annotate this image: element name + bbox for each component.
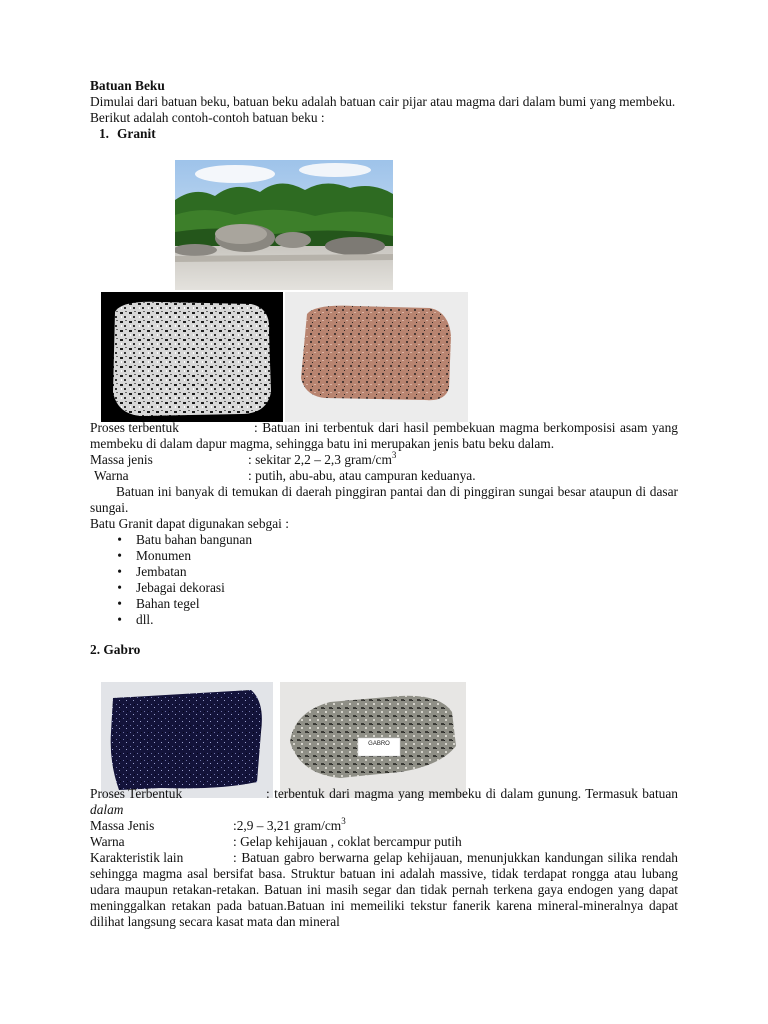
gabro-karakteristik [90,850,678,930]
gabro-title: 2. Gabro [90,642,141,657]
list-item: • Jembatan [117,564,187,579]
granit-warna-text: : putih, abu-abu, atau campuran keduanya. [248,468,476,483]
gabro-proses-label: Proses Terbentuk [90,786,183,801]
list-item: • dll. [117,612,154,627]
gabro-karakter-text: : Batuan gabro berwarna gelap kehijauan, menunjukkan kandungan silika rendah sehingga magma asal bersifat basa. Struktur batuan ini adalah massive, tidak terdapat rongga atau lubang udara maupun retakan-retakan. Batuan ini masih segar dan tidak pernah terkena gaya endogen yang dapat meninggalkan retakan pada batuan.Batuan ini memeiliki tekstur fanerik karena mineral-mineralnya dapat dilihat langsung secara kasat mata dan mineral [90,850,678,929]
examples-intro: Berikut adalah contoh-contoh batuan beku : [90,110,325,125]
granit-warna [90,468,678,484]
list-item: • Monumen [117,548,192,563]
gabro-warna-label: Warna [90,834,125,849]
list-item: • Batu bahan bangunan [117,532,253,547]
granit-title: Granit [117,126,156,141]
granit-proses-text: : Batuan ini terbentuk dari hasil pembekuan magma berkomposisi asam yang membeku di dalam dapur magma, sehingga batu ini merupakan jenis batu beku dalam. [90,420,678,451]
gabro-warna [90,834,678,850]
granit-heading [90,126,678,142]
gabro-karakter-label: Karakteristik lain [90,850,184,865]
intro-paragraph: Dimulai dari batuan beku, batuan beku adalah batuan cair pijar atau magma dari dalam bumi yang membeku. [90,94,676,109]
list-item: • Bahan tegel [117,596,200,611]
granit-warna-label: Warna [94,468,129,483]
gabro-proses [90,786,678,818]
gabro-massa-text: :2,9 – 3,21 gram/cm [233,818,342,833]
granit-proses-label: Proses terbentuk [90,420,179,435]
granit-location: Batuan ini banyak di temukan di daerah pinggiran pantai dan di pinggiran sungai besar ataupun di dasar sungai. [90,484,678,515]
gabro-massa-label: Massa Jenis [90,818,155,833]
gabro-massa-sup: 3 [341,815,346,826]
granit-massa-text: : sekitar 2,2 – 2,3 gram/cm [248,452,392,467]
granit-massa-sup: 3 [391,449,397,460]
granit-massa-label: Massa jenis [90,452,153,467]
gabro-proses-italic: dalam [90,802,124,817]
granit-massa [90,449,678,468]
granit-uses-intro: Batu Granit dapat digunakan sebgai : [90,516,289,531]
gabbro-sample-label: GABRO [368,741,390,747]
gabro-warna-text: : Gelap kehijauan , coklat bercampur putih [233,834,462,849]
granit-number: 1. [98,126,109,141]
section-title: Batuan Beku [90,78,165,93]
granit-proses [90,420,678,452]
list-item: • Jebagai dekorasi [117,580,225,595]
gabro-proses-text: : terbentuk dari magma yang membeku di dalam gunung. Termasuk batuan [266,786,678,801]
granit-uses-list [90,532,678,628]
document-body [90,78,678,930]
gabro-massa [90,815,678,834]
